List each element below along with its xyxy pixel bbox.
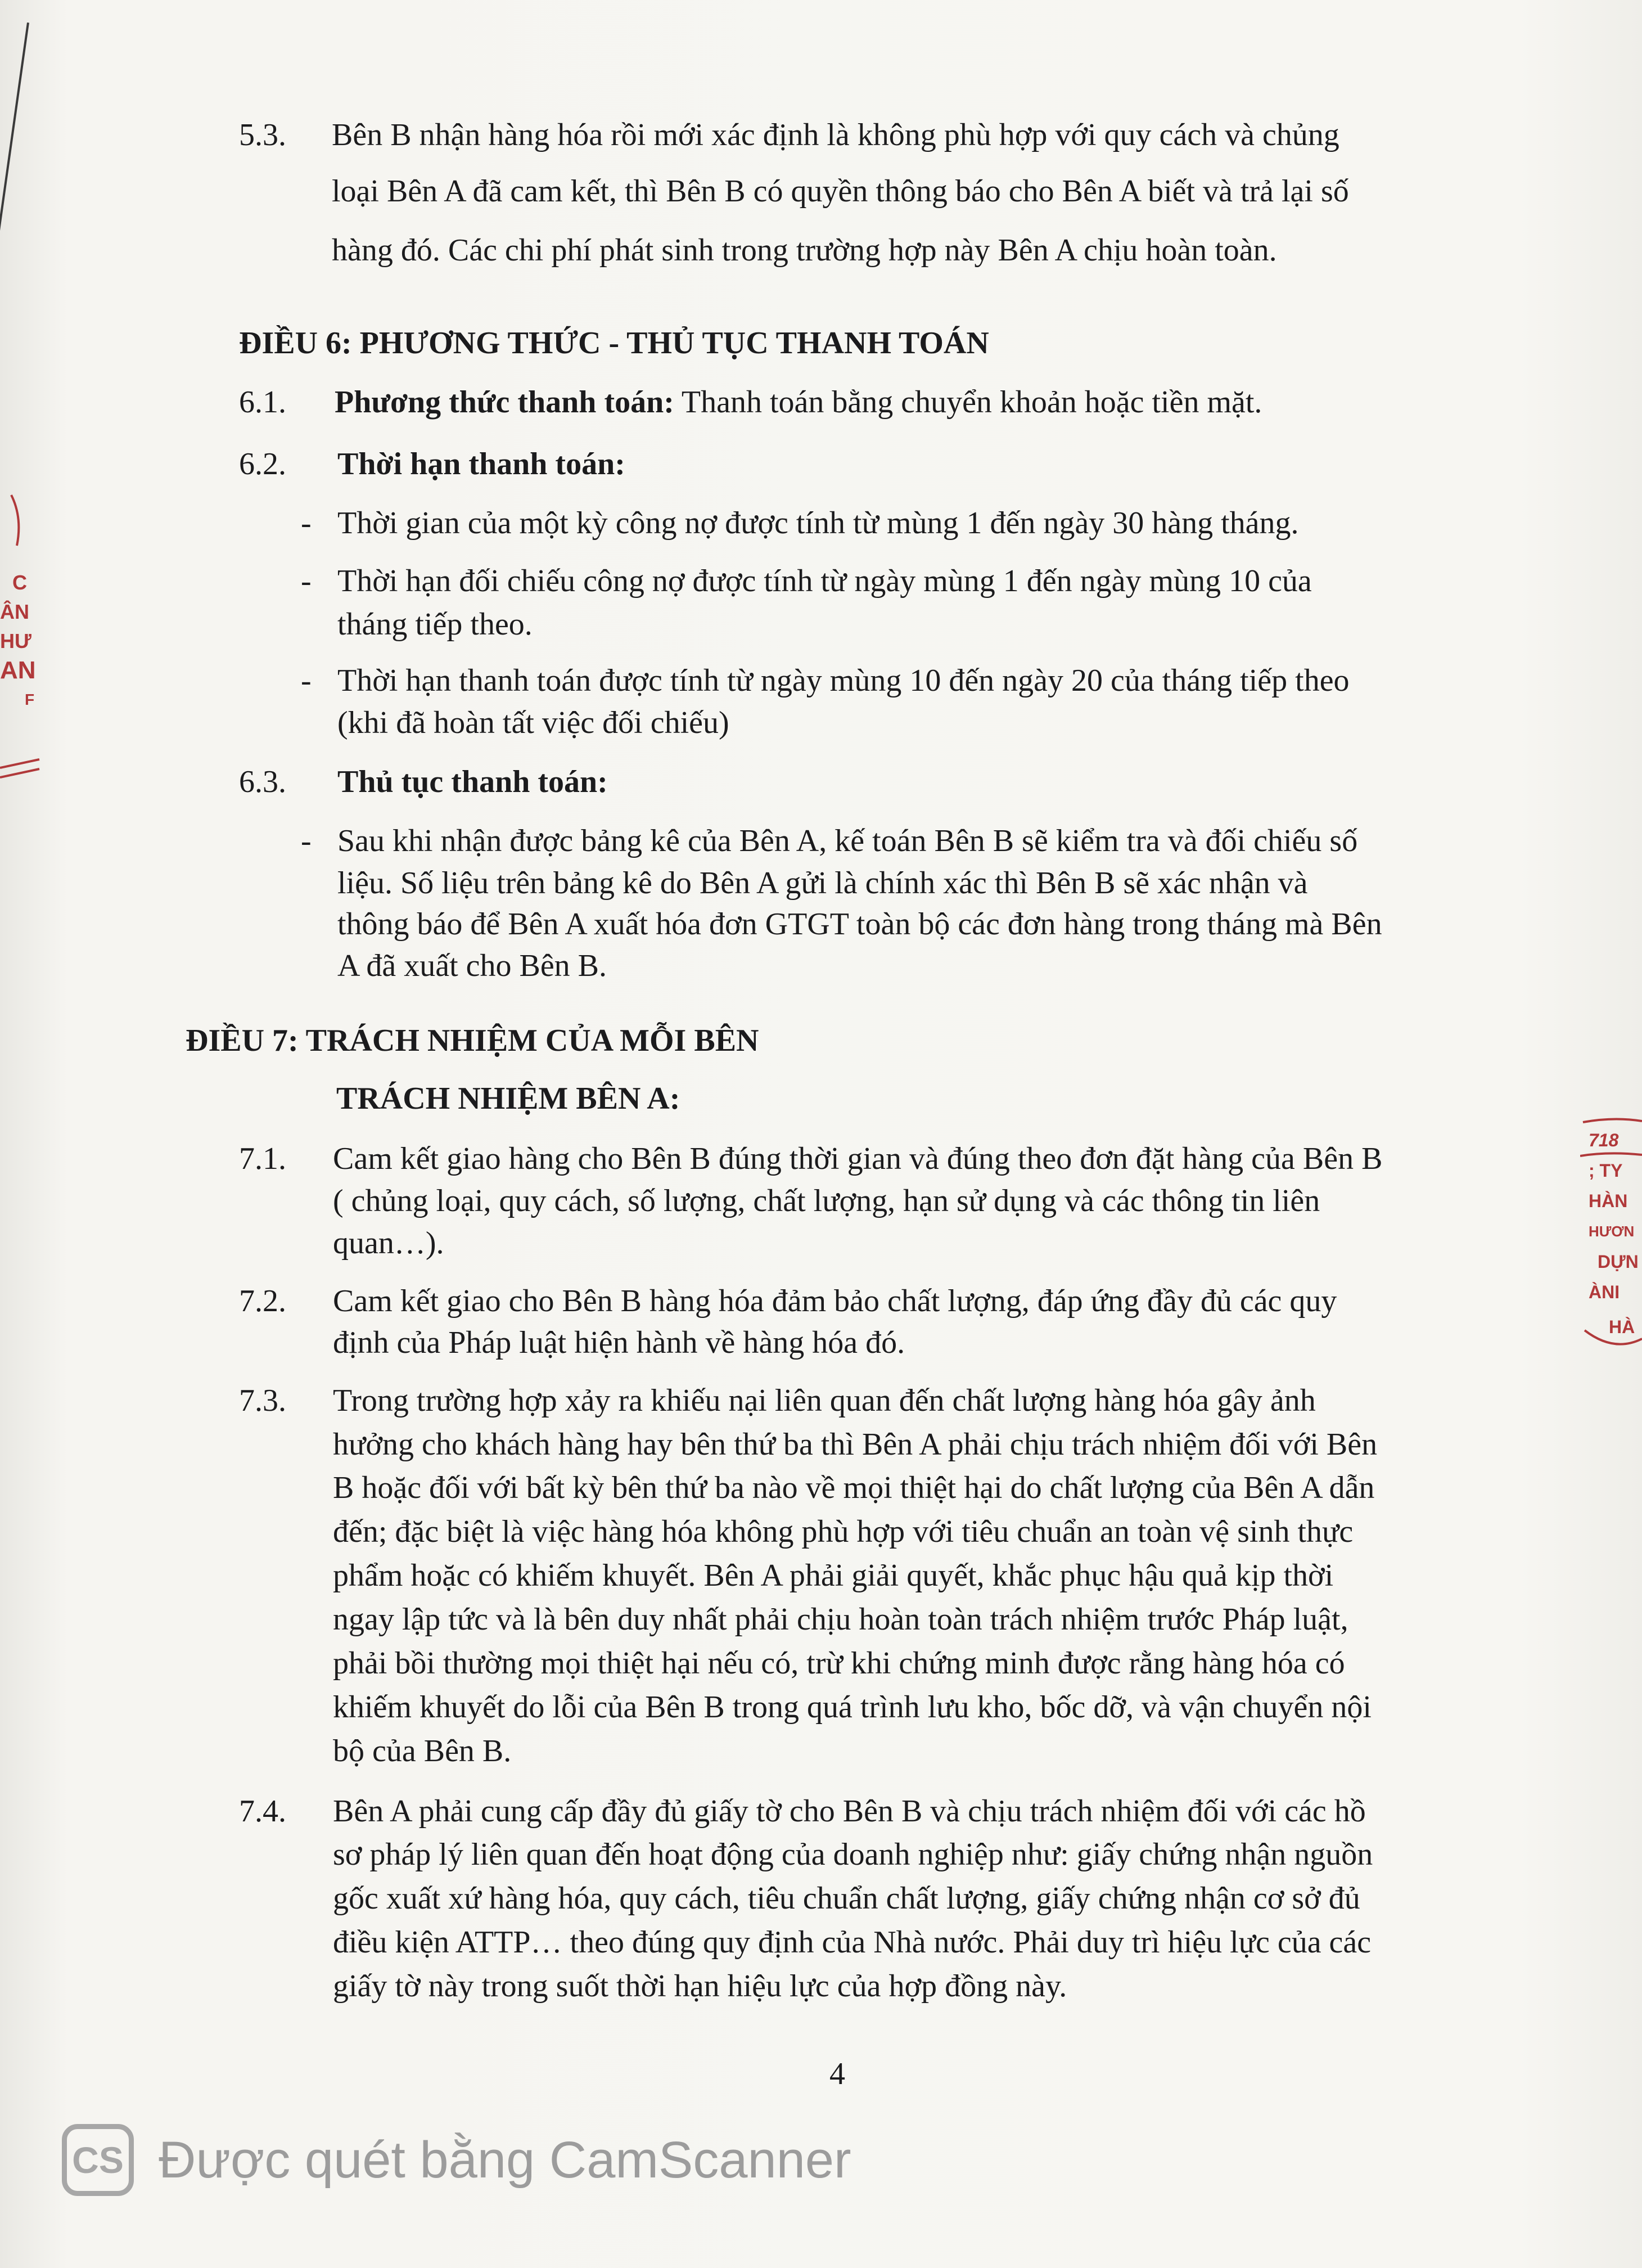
- clause-5-3-line-1: Bên B nhận hàng hóa rồi mới xác định là không phù hợp với quy cách và chủng: [332, 118, 1339, 152]
- clause-6-3-label: Thủ tục thanh toán:: [337, 764, 608, 799]
- left-stamp-text: ÂN: [0, 600, 29, 623]
- clause-5-3-line-2: loại Bên A đã cam kết, thì Bên B có quyền thông báo cho Bên A biết và trả lại số: [332, 174, 1349, 209]
- page-number: 4: [829, 2056, 845, 2091]
- clause-7-1-line-3: quan…).: [333, 1226, 444, 1261]
- clause-6-1-text: [335, 382, 1262, 422]
- left-stamp-text: AN: [0, 656, 36, 684]
- clause-6-2-bullet-1: Thời gian của một kỳ công nợ được tính từ mùng 1 đến ngày 30 hàng tháng.: [337, 506, 1299, 541]
- right-stamp-text: HÀN: [1589, 1191, 1628, 1211]
- clause-7-3-line-2: hưởng cho khách hàng hay bên thứ ba thì Bên A phải chịu trách nhiệm đối với Bên: [333, 1427, 1378, 1462]
- clause-6-3-line-2: liệu. Số liệu trên bảng kê do Bên A gửi là chính xác thì Bên B sẽ xác nhận và: [337, 866, 1308, 901]
- clause-6-1-number: 6.1.: [239, 385, 286, 420]
- clause-7-3-line-5: phẩm hoặc có khiếm khuyết. Bên A phải giải quyết, khắc phục hậu quả kịp thời: [333, 1558, 1334, 1593]
- clause-7-4-line-1: Bên A phải cung cấp đầy đủ giấy tờ cho Bên B và chịu trách nhiệm đối với các hồ: [333, 1794, 1366, 1829]
- clause-7-4-line-5: giấy tờ này trong suốt thời hạn hiệu lực của hợp đồng này.: [333, 1969, 1067, 2004]
- left-stamp-text: F: [25, 691, 35, 708]
- clause-7-3-line-8: khiếm khuyết do lỗi của Bên B trong quá trình lưu kho, bốc dỡ, và vận chuyển nội: [333, 1690, 1372, 1725]
- camscanner-watermark-text: Được quét bằng CamScanner: [159, 2131, 851, 2189]
- clause-6-1-body: Thanh toán bằng chuyển khoản hoặc tiền mặt.: [674, 385, 1262, 420]
- clause-6-3-line-3: thông báo để Bên A xuất hóa đơn GTGT toàn bộ các đơn hàng trong tháng mà Bên: [337, 907, 1382, 942]
- clause-6-2-bullet-2a: Thời hạn đối chiếu công nợ được tính từ ngày mùng 1 đến ngày mùng 10 của: [337, 564, 1312, 598]
- bullet-dash: -: [301, 564, 312, 598]
- right-stamp-fragment: [1589, 1125, 1639, 1342]
- bullet-dash: -: [301, 824, 312, 858]
- article-7-heading: ĐIỀU 7: TRÁCH NHIỆM CỦA MỖI BÊN: [186, 1023, 759, 1058]
- right-stamp-text: DỰN: [1598, 1252, 1639, 1272]
- clause-7-3-line-6: ngay lập tức và là bên duy nhất phải chịu hoàn toàn trách nhiệm trước Pháp luật,: [333, 1602, 1348, 1637]
- clause-6-2-label: Thời hạn thanh toán:: [337, 447, 625, 482]
- clause-7-1-line-2: ( chủng loại, quy cách, số lượng, chất lượng, hạn sử dụng và các thông tin liên: [333, 1184, 1320, 1218]
- clause-7-4-number: 7.4.: [239, 1794, 286, 1829]
- right-stamp-text: ; TY: [1589, 1160, 1623, 1181]
- bullet-dash: -: [301, 506, 312, 541]
- clause-7-3-line-3: B hoặc đối với bất kỳ bên thứ ba nào về mọi thiệt hại do chất lượng của Bên A dẫn: [333, 1470, 1375, 1505]
- right-stamp-text: ÀNI: [1589, 1282, 1620, 1302]
- clause-7-3-line-1: Trong trường hợp xảy ra khiếu nại liên quan đến chất lượng hàng hóa gây ảnh: [333, 1383, 1316, 1418]
- clause-7-4-line-2: sơ pháp lý liên quan đến hoạt động của doanh nghiệp như: giấy chứng nhận nguồn: [333, 1837, 1373, 1872]
- clause-6-3-line-1: Sau khi nhận được bảng kê của Bên A, kế toán Bên B sẽ kiểm tra và đối chiếu số: [337, 824, 1358, 858]
- clause-5-3-number: 5.3.: [239, 118, 286, 152]
- bullet-dash: -: [301, 663, 312, 698]
- clause-6-3-line-4: A đã xuất cho Bên B.: [337, 948, 607, 983]
- article-6-heading: ĐIỀU 6: PHƯƠNG THỨC - THỦ TỤC THANH TOÁN: [239, 326, 989, 361]
- camscanner-logo-icon: CS: [62, 2124, 134, 2196]
- clause-7-2-line-2: định của Pháp luật hiện hành về hàng hóa đó.: [333, 1325, 905, 1360]
- party-a-responsibility-heading: TRÁCH NHIỆM BÊN A:: [336, 1081, 680, 1116]
- clause-5-3-line-3: hàng đó. Các chi phí phát sinh trong trường hợp này Bên A chịu hoàn toàn.: [332, 233, 1277, 268]
- camscanner-footer: [62, 2123, 851, 2197]
- clause-7-3-line-4: đến; đặc biệt là việc hàng hóa không phù hợp với tiêu chuẩn an toàn vệ sinh thực: [333, 1514, 1354, 1549]
- right-stamp-text: HÀ: [1609, 1317, 1635, 1337]
- clause-7-4-line-3: gốc xuất xứ hàng hóa, quy cách, tiêu chuẩn chất lượng, giấy chứng nhận cơ sở đủ: [333, 1881, 1360, 1916]
- clause-7-3-line-7: phải bồi thường mọi thiệt hại nếu có, trừ khi chứng minh được rằng hàng hóa có: [333, 1646, 1345, 1681]
- clause-7-2-number: 7.2.: [239, 1284, 286, 1318]
- clause-7-1-line-1: Cam kết giao hàng cho Bên B đúng thời gian và đúng theo đơn đặt hàng của Bên B: [333, 1141, 1383, 1176]
- left-stamp-text: HƯ: [0, 629, 31, 652]
- clause-6-2-bullet-3b: (khi đã hoàn tất việc đối chiếu): [337, 705, 729, 740]
- right-stamp-text: 718: [1589, 1130, 1619, 1150]
- left-stamp-lines: [0, 484, 45, 788]
- left-stamp-text: C: [12, 571, 27, 594]
- clause-6-2-bullet-3a: Thời hạn thanh toán được tính từ ngày mùng 10 đến ngày 20 của tháng tiếp theo: [337, 663, 1350, 698]
- clause-6-2-bullet-2b: tháng tiếp theo.: [337, 607, 533, 642]
- clause-7-2-line-1: Cam kết giao cho Bên B hàng hóa đảm bảo chất lượng, đáp ứng đầy đủ các quy: [333, 1284, 1337, 1318]
- clause-6-3-number: 6.3.: [239, 764, 286, 799]
- clause-7-4-line-4: điều kiện ATTP… theo đúng quy định của Nhà nước. Phải duy trì hiệu lực của các: [333, 1925, 1372, 1960]
- clause-7-3-line-9: bộ của Bên B.: [333, 1734, 512, 1768]
- scan-edge-line: [0, 22, 29, 256]
- clause-7-3-number: 7.3.: [239, 1383, 286, 1418]
- clause-6-1-label: Phương thức thanh toán:: [335, 385, 674, 420]
- right-stamp-text: HƯƠN: [1589, 1223, 1635, 1240]
- clause-6-2-number: 6.2.: [239, 447, 286, 482]
- clause-7-1-number: 7.1.: [239, 1141, 286, 1176]
